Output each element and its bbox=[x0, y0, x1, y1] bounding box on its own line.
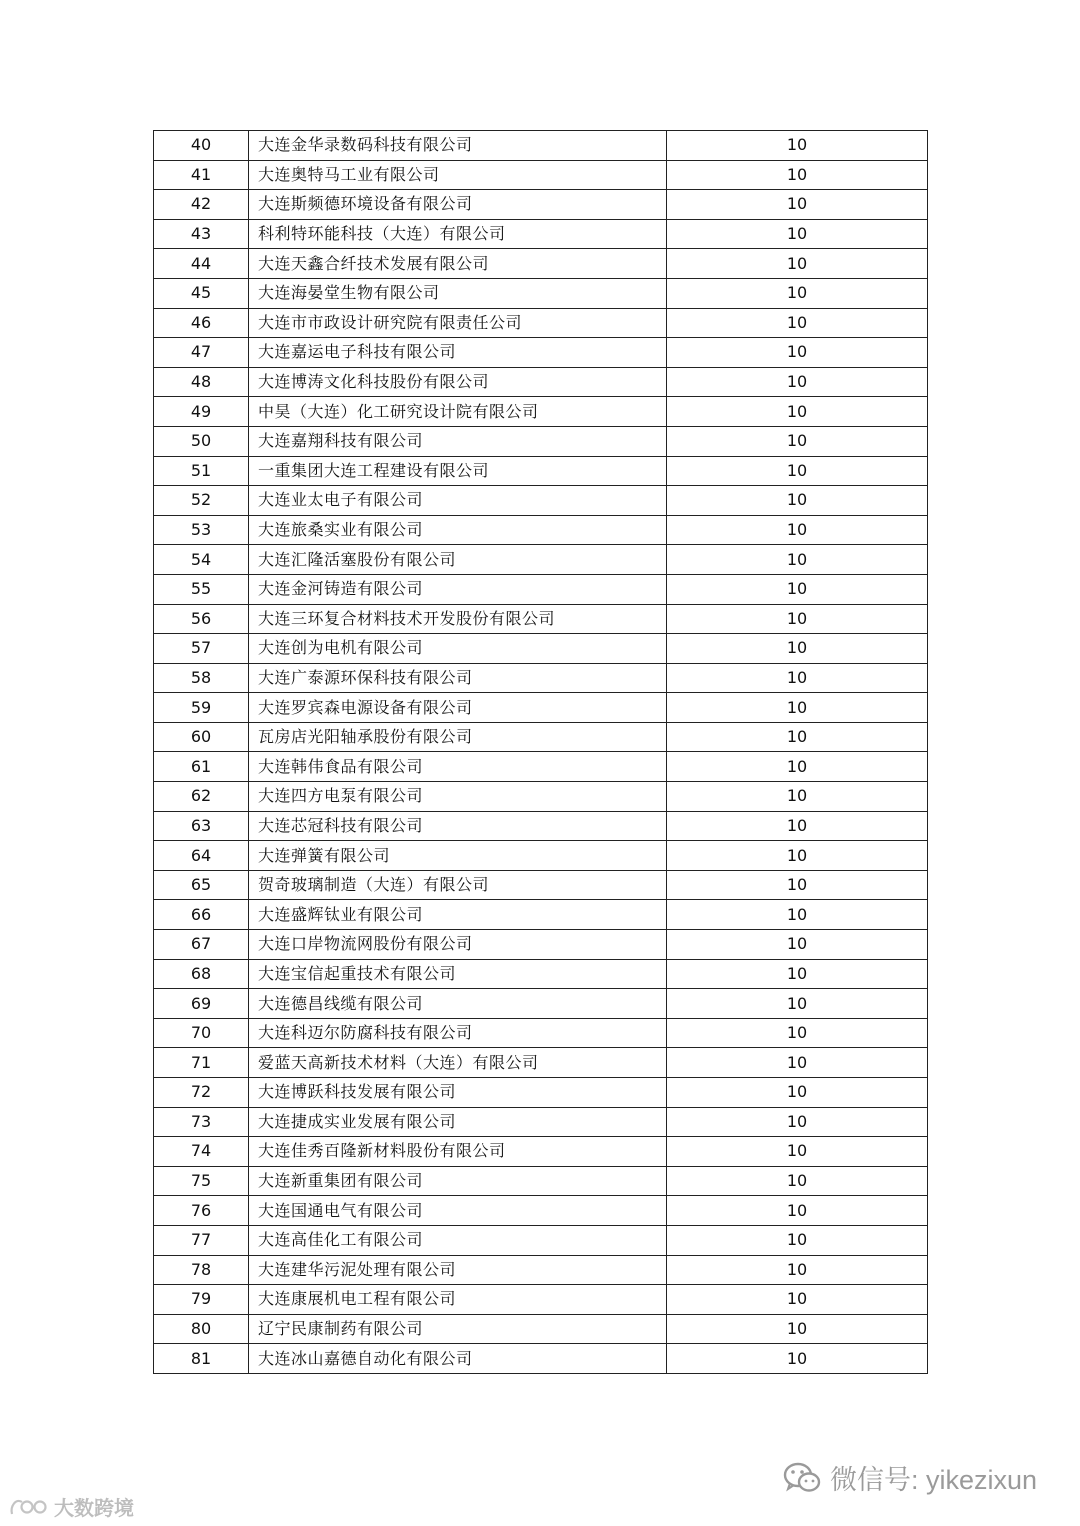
table-row bbox=[154, 1078, 928, 1108]
table-row bbox=[154, 841, 928, 871]
score-cell: 10 bbox=[667, 456, 928, 486]
table-row bbox=[154, 693, 928, 723]
row-number-cell: 44 bbox=[154, 249, 249, 279]
table-row bbox=[154, 870, 928, 900]
score-cell: 10 bbox=[667, 1255, 928, 1285]
score-cell: 10 bbox=[667, 160, 928, 190]
table-row bbox=[154, 752, 928, 782]
row-number-cell: 51 bbox=[154, 456, 249, 486]
score-cell: 10 bbox=[667, 663, 928, 693]
score-cell: 10 bbox=[667, 900, 928, 930]
company-name-cell: 大连斯频德环境设备有限公司 bbox=[249, 190, 667, 220]
company-name-cell: 大连广泰源环保科技有限公司 bbox=[249, 663, 667, 693]
company-name-cell: 大连创为电机有限公司 bbox=[249, 634, 667, 664]
score-cell: 10 bbox=[667, 1018, 928, 1048]
score-cell: 10 bbox=[667, 1107, 928, 1137]
company-name-cell: 中昊（大连）化工研究设计院有限公司 bbox=[249, 397, 667, 427]
row-number-cell: 68 bbox=[154, 959, 249, 989]
table-row bbox=[154, 989, 928, 1019]
company-name-cell: 大连博涛文化科技股份有限公司 bbox=[249, 367, 667, 397]
company-name-cell: 大连佳秀百隆新材料股份有限公司 bbox=[249, 1137, 667, 1167]
row-number-cell: 52 bbox=[154, 486, 249, 516]
company-name-cell: 大连盛辉钛业有限公司 bbox=[249, 900, 667, 930]
score-cell: 10 bbox=[667, 870, 928, 900]
company-name-cell: 大连冰山嘉德自动化有限公司 bbox=[249, 1344, 667, 1374]
table-row bbox=[154, 1048, 928, 1078]
company-name-cell: 大连汇隆活塞股份有限公司 bbox=[249, 545, 667, 575]
company-name-cell: 大连奥特马工业有限公司 bbox=[249, 160, 667, 190]
table-row bbox=[154, 634, 928, 664]
table-row bbox=[154, 515, 928, 545]
score-cell: 10 bbox=[667, 782, 928, 812]
company-name-cell: 大连罗宾森电源设备有限公司 bbox=[249, 693, 667, 723]
score-cell: 10 bbox=[667, 1314, 928, 1344]
table-row bbox=[154, 160, 928, 190]
score-cell: 10 bbox=[667, 545, 928, 575]
score-cell: 10 bbox=[667, 1078, 928, 1108]
company-name-cell: 大连口岸物流网股份有限公司 bbox=[249, 930, 667, 960]
table-row bbox=[154, 338, 928, 368]
row-number-cell: 47 bbox=[154, 338, 249, 368]
score-cell: 10 bbox=[667, 190, 928, 220]
company-name-cell: 大连三环复合材料技术开发股份有限公司 bbox=[249, 604, 667, 634]
row-number-cell: 53 bbox=[154, 515, 249, 545]
company-name-cell: 大连国通电气有限公司 bbox=[249, 1196, 667, 1226]
table-body bbox=[154, 131, 928, 1374]
score-cell: 10 bbox=[667, 1344, 928, 1374]
score-cell: 10 bbox=[667, 1285, 928, 1315]
row-number-cell: 75 bbox=[154, 1166, 249, 1196]
row-number-cell: 43 bbox=[154, 219, 249, 249]
table-row bbox=[154, 663, 928, 693]
table-row bbox=[154, 426, 928, 456]
score-cell: 10 bbox=[667, 693, 928, 723]
row-number-cell: 70 bbox=[154, 1018, 249, 1048]
company-name-cell: 大连高佳化工有限公司 bbox=[249, 1225, 667, 1255]
table-row bbox=[154, 574, 928, 604]
table-row bbox=[154, 1285, 928, 1315]
company-name-cell: 大连芯冠科技有限公司 bbox=[249, 811, 667, 841]
score-cell: 10 bbox=[667, 841, 928, 871]
row-number-cell: 78 bbox=[154, 1255, 249, 1285]
table-row bbox=[154, 722, 928, 752]
company-name-cell: 科利特环能科技（大连）有限公司 bbox=[249, 219, 667, 249]
company-name-cell: 大连市市政设计研究院有限责任公司 bbox=[249, 308, 667, 338]
score-cell: 10 bbox=[667, 989, 928, 1019]
row-number-cell: 77 bbox=[154, 1225, 249, 1255]
wechat-icon bbox=[782, 1460, 822, 1496]
wechat-watermark bbox=[782, 1458, 1037, 1497]
score-cell: 10 bbox=[667, 634, 928, 664]
company-name-cell: 大连新重集团有限公司 bbox=[249, 1166, 667, 1196]
wechat-id-text: 微信号: yikezixun bbox=[830, 1465, 1038, 1495]
company-name-cell: 大连业太电子有限公司 bbox=[249, 486, 667, 516]
table-row bbox=[154, 811, 928, 841]
company-name-cell: 大连捷成实业发展有限公司 bbox=[249, 1107, 667, 1137]
score-cell: 10 bbox=[667, 604, 928, 634]
table-row bbox=[154, 1314, 928, 1344]
score-cell: 10 bbox=[667, 574, 928, 604]
table-row bbox=[154, 604, 928, 634]
row-number-cell: 81 bbox=[154, 1344, 249, 1374]
company-name-cell: 大连弹簧有限公司 bbox=[249, 841, 667, 871]
score-cell: 10 bbox=[667, 219, 928, 249]
score-cell: 10 bbox=[667, 486, 928, 516]
company-name-cell: 大连科迈尔防腐科技有限公司 bbox=[249, 1018, 667, 1048]
row-number-cell: 54 bbox=[154, 545, 249, 575]
row-number-cell: 62 bbox=[154, 782, 249, 812]
company-name-cell: 大连天鑫合纤技术发展有限公司 bbox=[249, 249, 667, 279]
row-number-cell: 40 bbox=[154, 131, 249, 161]
row-number-cell: 59 bbox=[154, 693, 249, 723]
score-cell: 10 bbox=[667, 752, 928, 782]
score-cell: 10 bbox=[667, 1137, 928, 1167]
company-name-cell: 大连四方电泵有限公司 bbox=[249, 782, 667, 812]
company-name-cell: 大连德昌线缆有限公司 bbox=[249, 989, 667, 1019]
company-name-cell: 辽宁民康制药有限公司 bbox=[249, 1314, 667, 1344]
row-number-cell: 72 bbox=[154, 1078, 249, 1108]
score-cell: 10 bbox=[667, 131, 928, 161]
table-row bbox=[154, 959, 928, 989]
row-number-cell: 71 bbox=[154, 1048, 249, 1078]
table-row bbox=[154, 219, 928, 249]
score-cell: 10 bbox=[667, 930, 928, 960]
company-name-cell: 瓦房店光阳轴承股份有限公司 bbox=[249, 722, 667, 752]
row-number-cell: 55 bbox=[154, 574, 249, 604]
row-number-cell: 74 bbox=[154, 1137, 249, 1167]
table-row bbox=[154, 278, 928, 308]
score-cell: 10 bbox=[667, 515, 928, 545]
table-row bbox=[154, 1107, 928, 1137]
company-name-cell: 大连韩伟食品有限公司 bbox=[249, 752, 667, 782]
row-number-cell: 48 bbox=[154, 367, 249, 397]
row-number-cell: 66 bbox=[154, 900, 249, 930]
table-row bbox=[154, 456, 928, 486]
score-cell: 10 bbox=[667, 722, 928, 752]
company-table bbox=[153, 130, 928, 1374]
company-name-cell: 大连建华污泥处理有限公司 bbox=[249, 1255, 667, 1285]
row-number-cell: 65 bbox=[154, 870, 249, 900]
score-cell: 10 bbox=[667, 811, 928, 841]
company-name-cell: 一重集团大连工程建设有限公司 bbox=[249, 456, 667, 486]
company-name-cell: 大连金河铸造有限公司 bbox=[249, 574, 667, 604]
row-number-cell: 64 bbox=[154, 841, 249, 871]
row-number-cell: 69 bbox=[154, 989, 249, 1019]
table-row bbox=[154, 930, 928, 960]
row-number-cell: 61 bbox=[154, 752, 249, 782]
company-name-cell: 大连嘉翔科技有限公司 bbox=[249, 426, 667, 456]
row-number-cell: 45 bbox=[154, 278, 249, 308]
row-number-cell: 57 bbox=[154, 634, 249, 664]
row-number-cell: 79 bbox=[154, 1285, 249, 1315]
table-row bbox=[154, 1166, 928, 1196]
score-cell: 10 bbox=[667, 426, 928, 456]
table-row bbox=[154, 1137, 928, 1167]
row-number-cell: 42 bbox=[154, 190, 249, 220]
table-row bbox=[154, 1196, 928, 1226]
score-cell: 10 bbox=[667, 959, 928, 989]
brand-watermark bbox=[8, 1492, 134, 1521]
table-row bbox=[154, 782, 928, 812]
score-cell: 10 bbox=[667, 1225, 928, 1255]
table-row bbox=[154, 1225, 928, 1255]
row-number-cell: 60 bbox=[154, 722, 249, 752]
table-row bbox=[154, 397, 928, 427]
row-number-cell: 46 bbox=[154, 308, 249, 338]
row-number-cell: 56 bbox=[154, 604, 249, 634]
row-number-cell: 80 bbox=[154, 1314, 249, 1344]
table-row bbox=[154, 1018, 928, 1048]
row-number-cell: 63 bbox=[154, 811, 249, 841]
score-cell: 10 bbox=[667, 397, 928, 427]
table-row bbox=[154, 1255, 928, 1285]
company-name-cell: 大连嘉运电子科技有限公司 bbox=[249, 338, 667, 368]
table-row bbox=[154, 190, 928, 220]
table-row bbox=[154, 900, 928, 930]
score-cell: 10 bbox=[667, 338, 928, 368]
table-row bbox=[154, 1344, 928, 1374]
score-cell: 10 bbox=[667, 249, 928, 279]
score-cell: 10 bbox=[667, 308, 928, 338]
row-number-cell: 76 bbox=[154, 1196, 249, 1226]
score-cell: 10 bbox=[667, 1048, 928, 1078]
score-cell: 10 bbox=[667, 1196, 928, 1226]
company-name-cell: 大连博跃科技发展有限公司 bbox=[249, 1078, 667, 1108]
row-number-cell: 49 bbox=[154, 397, 249, 427]
row-number-cell: 41 bbox=[154, 160, 249, 190]
score-cell: 10 bbox=[667, 367, 928, 397]
company-name-cell: 大连宝信起重技术有限公司 bbox=[249, 959, 667, 989]
table-row bbox=[154, 249, 928, 279]
row-number-cell: 67 bbox=[154, 930, 249, 960]
brand-logo-icon bbox=[8, 1494, 52, 1520]
row-number-cell: 73 bbox=[154, 1107, 249, 1137]
company-name-cell: 大连康展机电工程有限公司 bbox=[249, 1285, 667, 1315]
score-cell: 10 bbox=[667, 278, 928, 308]
company-name-cell: 大连金华录数码科技有限公司 bbox=[249, 131, 667, 161]
score-cell: 10 bbox=[667, 1166, 928, 1196]
table-row bbox=[154, 367, 928, 397]
company-name-cell: 爱蓝天高新技术材料（大连）有限公司 bbox=[249, 1048, 667, 1078]
row-number-cell: 58 bbox=[154, 663, 249, 693]
company-name-cell: 贺奇玻璃制造（大连）有限公司 bbox=[249, 870, 667, 900]
table-row bbox=[154, 308, 928, 338]
row-number-cell: 50 bbox=[154, 426, 249, 456]
table-row bbox=[154, 486, 928, 516]
table-row bbox=[154, 545, 928, 575]
brand-text: 大数跨境 bbox=[54, 1496, 134, 1520]
company-name-cell: 大连旅桑实业有限公司 bbox=[249, 515, 667, 545]
table-row bbox=[154, 131, 928, 161]
company-name-cell: 大连海晏堂生物有限公司 bbox=[249, 278, 667, 308]
